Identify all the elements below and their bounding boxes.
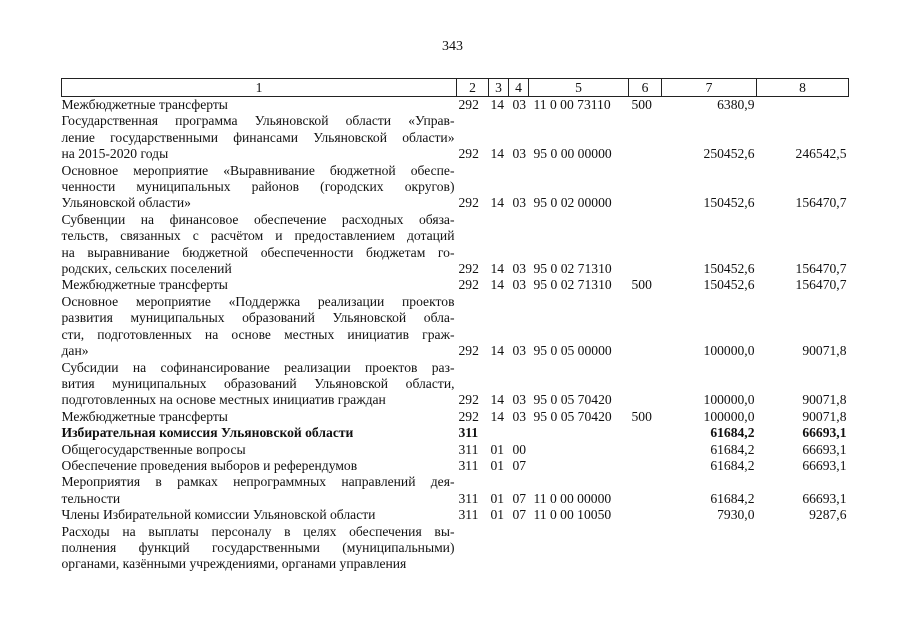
cell-item-name xyxy=(62,474,457,507)
cell-target-article-code: 95 0 05 70420 xyxy=(533,392,612,408)
cell-ved-code: 292 xyxy=(458,146,479,162)
cell-expense-type-code: 500 xyxy=(631,97,652,112)
header-col-3: 3 xyxy=(489,79,509,97)
cell-subsection-code: 07 xyxy=(512,507,527,523)
header-col-8: 8 xyxy=(757,79,849,97)
item-name-line: на выравнивание бюджетной обеспеченности бюджетам го- xyxy=(61,244,455,260)
table-row xyxy=(62,113,849,162)
cell-amount-col8 xyxy=(757,524,849,573)
cell-amount-col7: 250452,6 xyxy=(703,146,755,162)
table-row xyxy=(62,474,849,507)
cell-expense-type-code xyxy=(629,163,662,212)
cell-target-article-code xyxy=(529,458,629,474)
cell-section-code: 14 xyxy=(490,277,505,293)
cell-amount-col8: 156470,7 xyxy=(795,195,847,211)
cell-amount-col7: 100000,0 xyxy=(703,392,755,408)
cell-subsection-code: 03 xyxy=(512,97,527,112)
cell-expense-type-code xyxy=(629,507,662,523)
table-row xyxy=(62,212,849,278)
cell-expense-type-code xyxy=(629,360,662,409)
cell-amount-col7: 7930,0 xyxy=(717,507,755,523)
cell-subsection-code: 07 xyxy=(512,457,527,473)
cell-expense-type-code xyxy=(629,212,662,278)
cell-ved-code: 292 xyxy=(458,343,479,359)
header-col-7: 7 xyxy=(662,79,757,97)
cell-subsection-code xyxy=(509,524,529,573)
cell-subsection-code: 03 xyxy=(512,195,527,211)
item-name-line: Межбюджетные трансферты xyxy=(61,408,228,424)
header-col-4: 4 xyxy=(509,79,529,97)
item-name-line: Обеспечение проведения выборов и референдумов xyxy=(61,457,358,473)
header-col-5: 5 xyxy=(529,79,629,97)
cell-amount-col7: 61684,2 xyxy=(710,441,755,457)
cell-item-name xyxy=(62,113,457,162)
item-name-line: Межбюджетные трансферты xyxy=(61,277,228,293)
cell-target-article-code: 11 0 00 10050 xyxy=(533,507,612,523)
item-name-line: сти, подготовленных на основе местных инициатив граж- xyxy=(61,326,455,342)
cell-expense-type-code: 500 xyxy=(631,408,652,424)
header-col-6: 6 xyxy=(629,79,662,97)
item-name-line: тельности xyxy=(61,490,121,506)
item-name-line: вития муниципальных образований Ульяновской области, xyxy=(61,375,455,391)
cell-amount-col7: 100000,0 xyxy=(703,408,755,424)
cell-section-code: 14 xyxy=(490,97,505,112)
cell-target-article-code: 95 0 00 00000 xyxy=(533,146,612,162)
cell-item-name xyxy=(62,294,457,360)
item-name-line: ление государственными финансами Ульяновской области» xyxy=(61,129,455,145)
cell-subsection-code: 03 xyxy=(512,343,527,359)
cell-ved-code: 292 xyxy=(458,195,479,211)
cell-amount-col7: 6380,9 xyxy=(717,97,755,112)
cell-target-article-code: 11 0 00 73110 xyxy=(533,97,611,112)
cell-ved-code: 292 xyxy=(458,408,479,424)
cell-target-article-code: 95 0 02 71310 xyxy=(533,277,612,293)
cell-ved-code: 311 xyxy=(458,457,479,473)
item-name-line: дан» xyxy=(61,343,89,359)
item-name-line: Общегосударственные вопросы xyxy=(61,441,246,457)
table-row xyxy=(62,458,849,474)
table-row xyxy=(62,507,849,523)
cell-section-code: 14 xyxy=(490,195,505,211)
cell-section-code: 14 xyxy=(490,261,505,277)
item-name-line: Межбюджетные трансферты xyxy=(61,97,228,112)
cell-section-code: 14 xyxy=(490,392,505,408)
cell-subsection-code: 03 xyxy=(512,408,527,424)
table-row xyxy=(62,524,849,573)
cell-item-name xyxy=(62,212,457,278)
cell-expense-type-code xyxy=(629,474,662,507)
cell-section-code: 01 xyxy=(490,490,505,506)
cell-expense-type-code xyxy=(629,458,662,474)
cell-ved-code: 292 xyxy=(458,97,479,112)
item-name-line: Субвенции на финансовое обеспечение расходных обяза- xyxy=(61,211,455,227)
cell-subsection-code: 00 xyxy=(512,441,527,457)
cell-amount-col7: 61684,2 xyxy=(710,425,755,441)
cell-amount-col8: 90071,8 xyxy=(802,392,847,408)
cell-item-name xyxy=(62,409,457,425)
table-row xyxy=(62,97,849,114)
cell-amount-col7: 61684,2 xyxy=(710,490,755,506)
item-name-line: Ульяновской области» xyxy=(61,195,191,211)
cell-section-code: 01 xyxy=(490,457,505,473)
cell-expense-type-code: 500 xyxy=(631,277,652,293)
cell-ved-code: 292 xyxy=(458,261,479,277)
item-name-line: родских, сельских поселений xyxy=(61,261,232,277)
cell-item-name xyxy=(62,442,457,458)
item-name-line: Избирательная комиссия Ульяновской области xyxy=(61,425,354,441)
cell-subsection-code: 03 xyxy=(512,392,527,408)
cell-amount-col7: 150452,6 xyxy=(703,261,755,277)
cell-section-code: 14 xyxy=(490,343,505,359)
cell-subsection-code: 03 xyxy=(512,277,527,293)
cell-target-article-code: 95 0 05 70420 xyxy=(533,408,612,424)
cell-amount-col8: 66693,1 xyxy=(802,490,847,506)
cell-item-name xyxy=(62,524,457,573)
item-name-line: Расходы на выплаты персоналу в целях обеспечения вы- xyxy=(61,523,455,539)
cell-section-code: 01 xyxy=(490,507,505,523)
cell-amount-col8: 246542,5 xyxy=(795,146,847,162)
cell-amount-col8: 90071,8 xyxy=(802,408,847,424)
cell-ved-code: 311 xyxy=(458,425,479,441)
item-name-line: Мероприятия в рамках непрограммных направлений дея- xyxy=(61,474,455,490)
cell-amount-col7 xyxy=(662,524,757,573)
cell-item-name xyxy=(62,458,457,474)
table-row xyxy=(62,277,849,293)
cell-expense-type-code xyxy=(629,425,662,441)
item-name-line: тельств, связанных с расчётом и предоставлением дотаций xyxy=(61,228,455,244)
cell-subsection-code xyxy=(509,425,529,441)
page-number: 343 xyxy=(442,39,463,54)
budget-table xyxy=(61,78,849,573)
cell-subsection-code: 03 xyxy=(512,261,527,277)
cell-section-code: 14 xyxy=(490,146,505,162)
cell-item-name xyxy=(62,97,457,114)
header-col-1: 1 xyxy=(62,79,457,97)
cell-section-code: 14 xyxy=(490,408,505,424)
item-name-line: Основное мероприятие «Поддержка реализации проектов xyxy=(61,293,455,309)
cell-item-name xyxy=(62,425,457,441)
cell-amount-col7: 61684,2 xyxy=(710,457,755,473)
cell-section-code xyxy=(489,524,509,573)
cell-amount-col7: 150452,6 xyxy=(703,195,755,211)
cell-section-code xyxy=(489,425,509,441)
table-header xyxy=(62,79,849,97)
item-name-line: Основное мероприятие «Выравнивание бюджетной обеспе- xyxy=(61,162,455,178)
cell-amount-col8: 66693,1 xyxy=(802,457,847,473)
item-name-line: на 2015-2020 годы xyxy=(61,146,169,162)
cell-target-article-code xyxy=(529,442,629,458)
cell-target-article-code: 95 0 05 00000 xyxy=(533,343,612,359)
table-body xyxy=(62,97,849,573)
cell-section-code: 01 xyxy=(490,441,505,457)
cell-target-article-code xyxy=(529,425,629,441)
cell-amount-col8: 9287,6 xyxy=(809,507,847,523)
cell-target-article-code: 11 0 00 00000 xyxy=(533,490,612,506)
item-name-line: Члены Избирательной комиссии Ульяновской области xyxy=(61,507,376,523)
cell-amount-col8: 90071,8 xyxy=(802,343,847,359)
cell-amount-col8: 66693,1 xyxy=(802,441,847,457)
cell-item-name xyxy=(62,360,457,409)
cell-amount-col8: 156470,7 xyxy=(795,277,847,293)
header-row xyxy=(62,79,849,97)
table-row xyxy=(62,163,849,212)
cell-subsection-code: 03 xyxy=(512,146,527,162)
table-row xyxy=(62,442,849,458)
cell-amount-col8 xyxy=(757,97,849,114)
cell-ved-code: 311 xyxy=(458,490,479,506)
cell-amount-col7: 100000,0 xyxy=(703,343,755,359)
cell-target-article-code: 95 0 02 71310 xyxy=(533,261,612,277)
table-row xyxy=(62,294,849,360)
table-row xyxy=(62,409,849,425)
cell-ved-code: 311 xyxy=(458,507,479,523)
cell-amount-col8: 66693,1 xyxy=(802,425,847,441)
cell-item-name xyxy=(62,507,457,523)
cell-expense-type-code xyxy=(629,113,662,162)
cell-expense-type-code xyxy=(629,442,662,458)
item-name-line: ченности муниципальных районов (городских округов) xyxy=(61,179,455,195)
cell-item-name xyxy=(62,163,457,212)
cell-expense-type-code xyxy=(629,294,662,360)
item-name-line: Государственная программа Ульяновской области «Управ- xyxy=(61,113,455,129)
cell-subsection-code: 07 xyxy=(512,490,527,506)
cell-item-name xyxy=(62,277,457,293)
cell-target-article-code: 95 0 02 00000 xyxy=(533,195,612,211)
cell-ved-code: 292 xyxy=(458,277,479,293)
cell-amount-col8: 156470,7 xyxy=(795,261,847,277)
table-row xyxy=(62,425,849,441)
table-row xyxy=(62,360,849,409)
item-name-line: органами, казёнными учреждениями, органами управления xyxy=(61,556,407,572)
item-name-line: развития муниципальных образований Ульяновской обла- xyxy=(61,310,455,326)
item-name-line: Субсидии на софинансирование реализации проектов раз- xyxy=(61,359,455,375)
cell-ved-code xyxy=(457,524,489,573)
item-name-line: полнения функций государственными (муниципальными) xyxy=(61,539,455,555)
cell-expense-type-code xyxy=(629,524,662,573)
cell-target-article-code xyxy=(529,524,629,573)
cell-ved-code: 292 xyxy=(458,392,479,408)
cell-amount-col7: 150452,6 xyxy=(703,277,755,293)
header-col-2: 2 xyxy=(457,79,489,97)
item-name-line: подготовленных на основе местных инициатив граждан xyxy=(61,392,386,408)
cell-ved-code: 311 xyxy=(458,441,479,457)
